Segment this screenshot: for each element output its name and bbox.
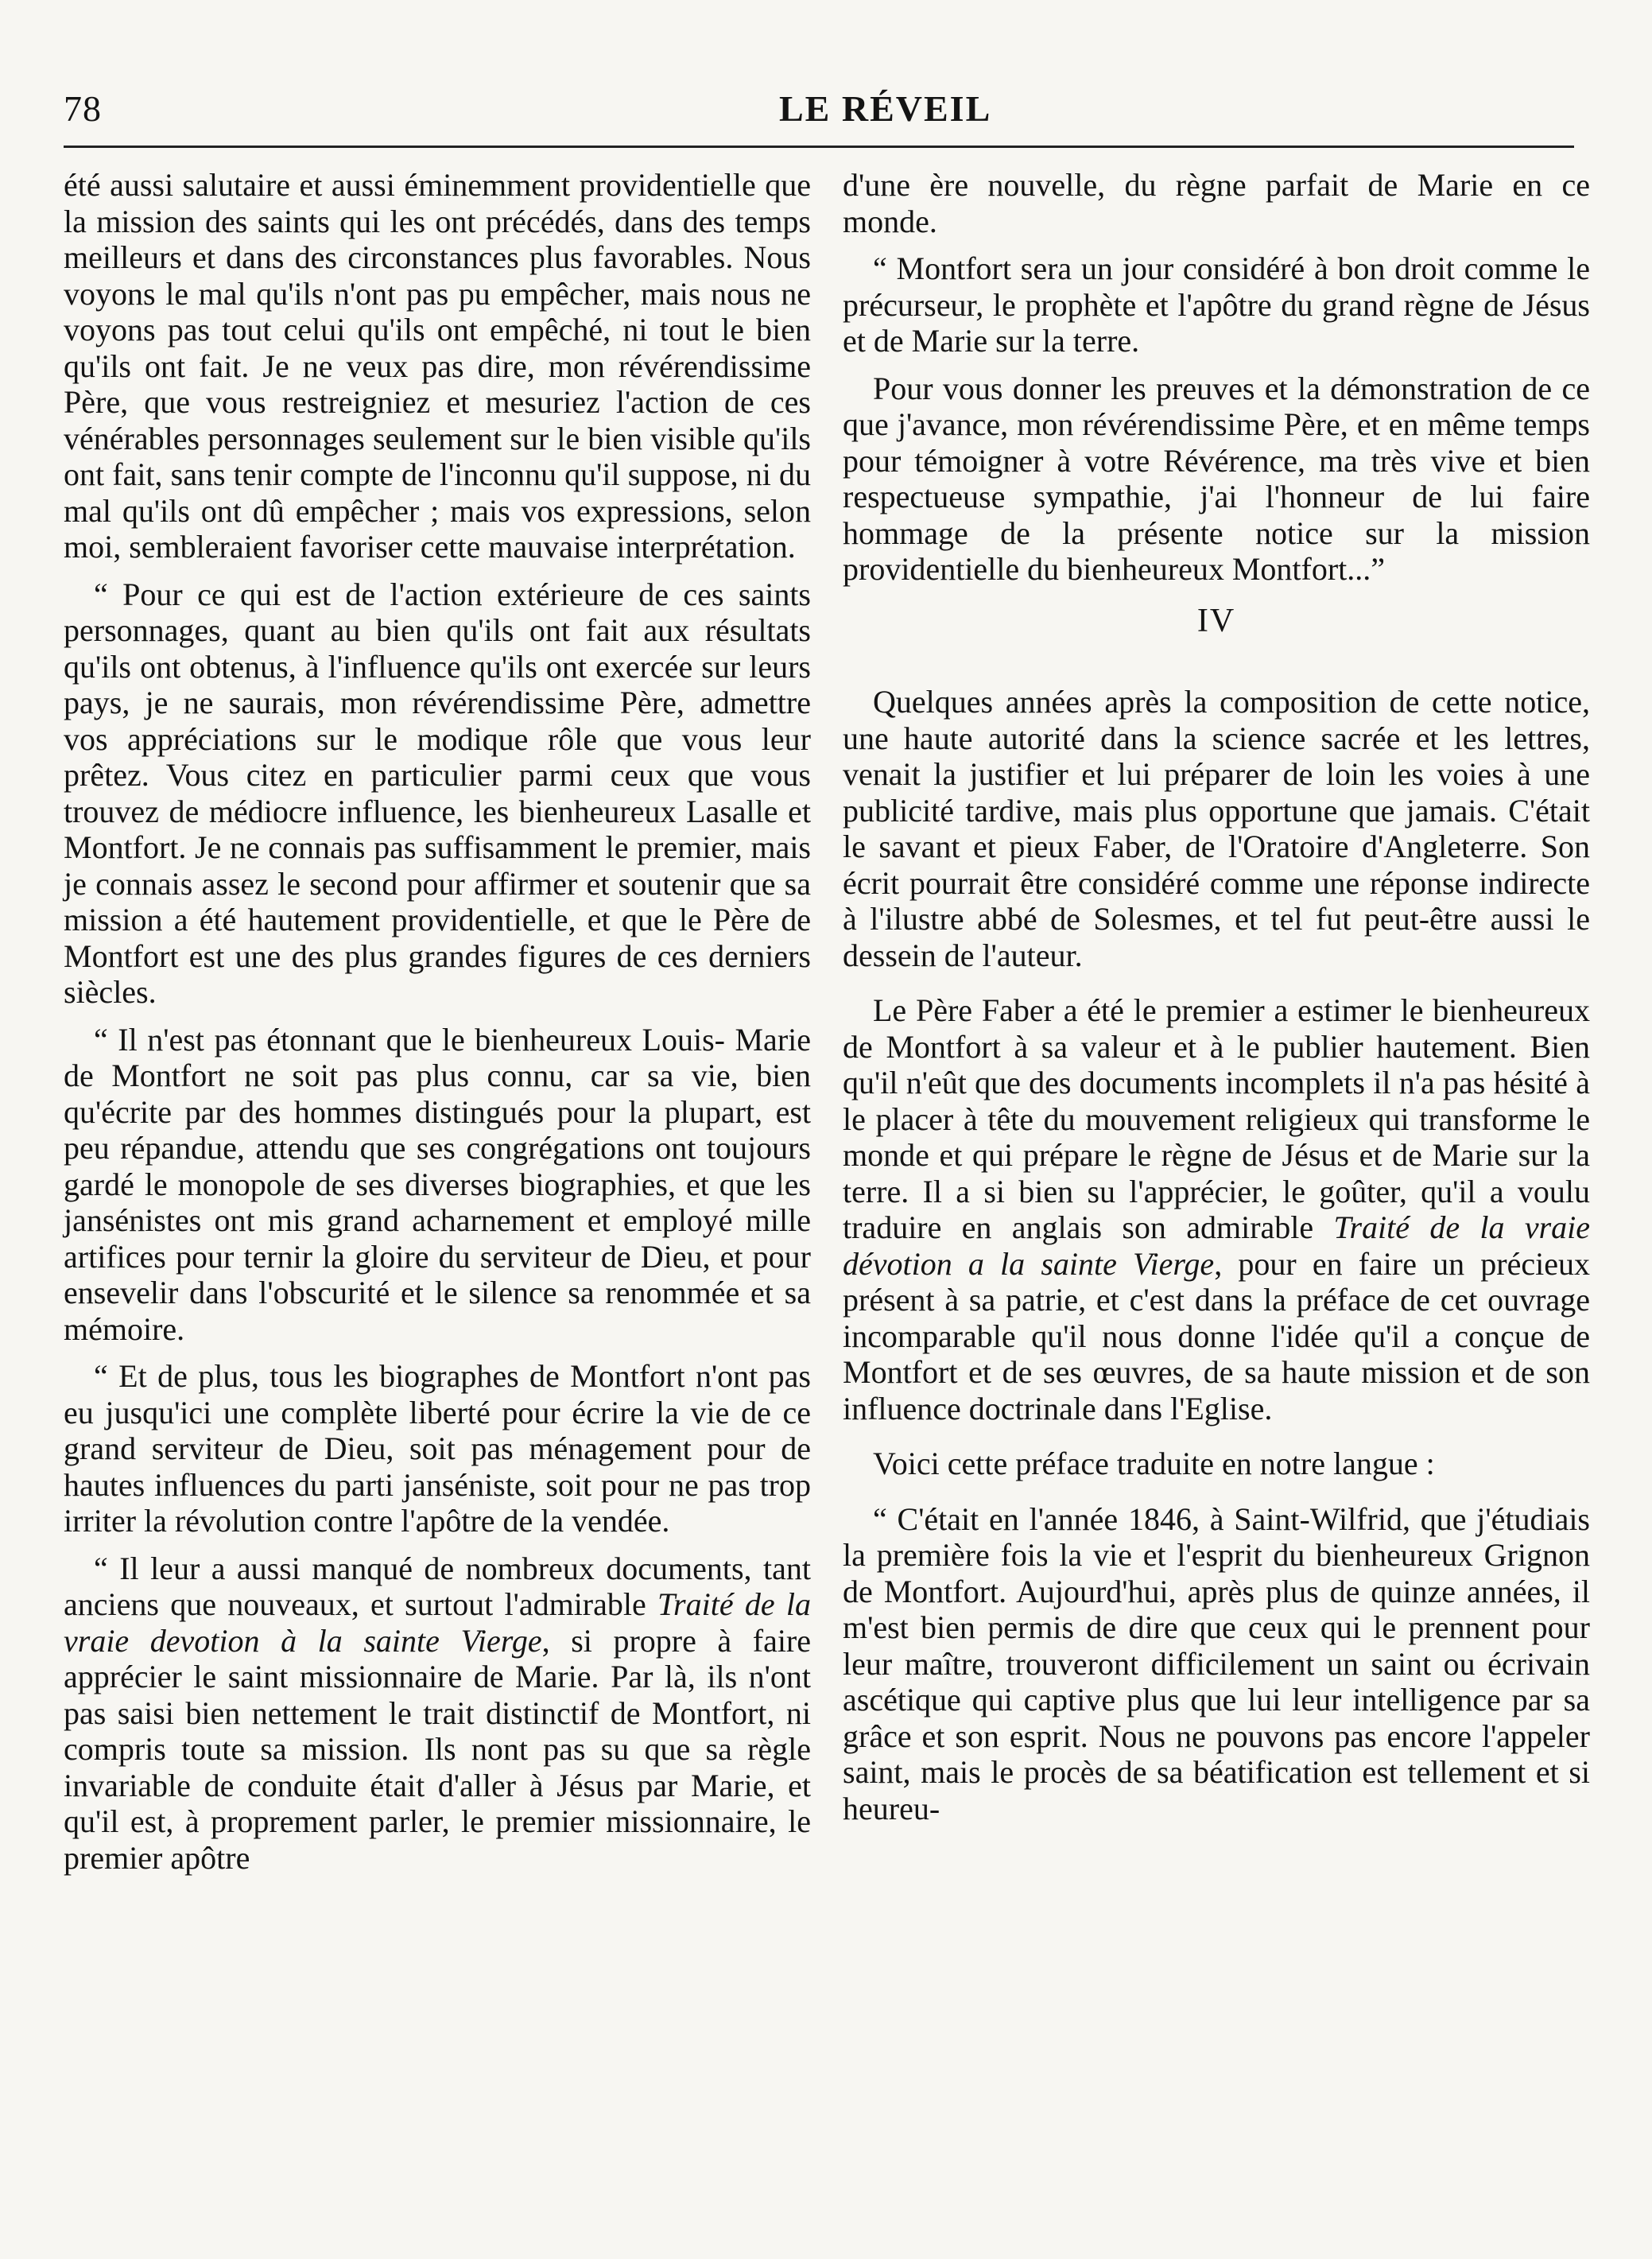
paragraph: “ Montfort sera un jour considéré à bon droit comme le précurseur, le prophète et l'apôtre du grand règne de Jésus et de Marie sur la terre. xyxy=(843,250,1590,359)
paragraph: “ Il n'est pas étonnant que le bienheureux Louis- Marie de Montfort ne soit pas plus connu, car sa vie, bien qu'écrite par des hommes distingués pour la plupart, est peu répandue, attendu que ses congrégations ont toujours gardé le monopole de ses diverses biographies, et que les jansénistes ont mis grand acharnement et employé mille artifices pour ternir la gloire du serviteur de Dieu, et pour ensevelir dans l'obscurité et le silence sa renommée et sa mémoire. xyxy=(64,1021,811,1347)
paragraph-text: “ Il leur a aussi manqué de nombreux documents, tant anciens que nouveaux, et surtout l'admirable xyxy=(64,1550,811,1622)
left-column xyxy=(64,167,811,1887)
book-title: Traité de la vraie dévotion a la sainte Vierge xyxy=(843,1209,1591,1282)
page-number: 78 xyxy=(64,88,102,129)
paragraph: Quelques années après la composition de cette notice, une haute autorité dans la science sacrée et les lettres, venait la justifier et lui préparer de loin les voies à une publicité tardive, mais plus opportune que jamais. C'était le savant et pieux Faber, de l'Oratoire d'Angleterre. Son écrit pourrait être considéré comme une réponse indirecte à l'ilustre abbé de Solesmes, et tel fut peut-être aussi le dessein de l'auteur. xyxy=(843,684,1590,973)
paragraph-text: Le Père Faber a été le premier a estimer le bienheureux de Montfort à sa valeur et à le publier hautement. Bien qu'il n'eût que des documents incomplets il n'a pas hésité à le placer à tête du mouvement religieux qui transforme le monde et qui prépare le règne de Jésus et de Marie sur la terre. Il a si bien su l'apprécier, le goûter, qu'il a voulu traduire en anglais son admirable xyxy=(843,992,1590,1245)
paragraph-text: , pour en faire un précieux présent à sa patrie, et c'est dans la préface de cet ouvrage incomparable qu'il nous donne l'idée qu'il a conçue de Montfort et de ses œuvres, de sa haute mission et de son influence doctrinale dans l'Eglise. xyxy=(843,1245,1590,1426)
paragraph: été aussi salutaire et aussi éminemment providentielle que la mission des saints qui les ont précédés, dans des temps meilleurs et dans des circonstances plus favorables. Nous voyons le mal qu'ils n'ont pas pu empêcher, mais nous ne voyons pas tout celui qu'ils ont empêché, ni tout le bien qu'ils ont fait. Je ne veux pas dire, mon révérendissime Père, que vous restreigniez et mesuriez l'action de ces vénérables personnages seulement sur le bien visible qu'ils ont fait, sans tenir compte de l'inconnu qu'il suppose, ni du mal qu'ils ont dû empêcher ; mais vos expressions, selon moi, sembleraient favoriser cette mauvaise interprétation. xyxy=(64,167,811,565)
paragraph xyxy=(64,1551,811,1877)
paragraph-text: , si propre à faire apprécier le saint missionnaire de Marie. Par là, ils n'ont pas saisi bien nettement le trait distinctif de Montfort, ni compris toute sa mission. Ils nont pas su que sa règle invariable de conduite était d'aller à Jésus par Marie, et qu'il est, à proprement parler, le premier missionnaire, le premier apôtre xyxy=(64,1622,812,1876)
paragraph: “ Et de plus, tous les biographes de Montfort n'ont pas eu jusqu'ici une complète liberté pour écrire la vie de ce grand serviteur de Dieu, soit pas ménagement pour de hautes influences du parti janséniste, soit pour ne pas trop irriter la révolution contre l'apôtre de la vendée. xyxy=(64,1358,811,1539)
running-title: LE RÉVEIL xyxy=(779,88,992,129)
paragraph: d'une ère nouvelle, du règne parfait de Marie en ce monde. xyxy=(843,167,1590,239)
paragraph xyxy=(843,992,1590,1426)
paragraph: Pour vous donner les preuves et la démonstration de ce que j'avance, mon révérendissime Père, et en même temps pour témoigner à votre Révérence, ma très vive et bien respectueuse sympathie, j'ai l'honneur de lui faire hommage de la présente notice sur la mission providentielle du bienheureux Montfort...” xyxy=(843,370,1590,587)
book-title: Traité de la vraie devotion à la sainte Vierge xyxy=(64,1586,811,1659)
paragraph: “ Pour ce qui est de l'action extérieure de ces saints personnages, quant au bien qu'ils ont fait aux résultats qu'ils ont obtenus, à l'influence qu'ils ont exercée sur leurs pays, je ne saurais, mon révérendissime Père, admettre vos appréciations sur le modique rôle que vous leur prêtez. Vous citez en particulier parmi ceux que vous trouvez de médiocre influence, les bienheureux Lasalle et Montfort. Je ne connais pas suffisamment le premier, mais je connais assez le second pour affirmer et soutenir que sa mission a été hautement providentielle, et que le Père de Montfort est une des plus grandes figures de ces derniers siècles. xyxy=(64,576,811,1010)
paragraph: “ C'était en l'année 1846, à Saint-Wilfrid, que j'étudiais la première fois la vie et l'esprit du bienheureux Grignon de Montfort. Aujourd'hui, après plus de quinze années, il m'est bien permis de dire que ceux qui le prennent pour leur maître, trouveront difficilement un saint ou écrivain ascétique qui captive plus que lui leur intelligence par sa grâce et son esprit. Nous ne pouvons pas encore l'appeler saint, mais le procès de sa béatification est tellement et si heureu- xyxy=(843,1500,1590,1826)
page-header xyxy=(64,80,1574,143)
right-column xyxy=(843,167,1590,1838)
section-heading: IV xyxy=(1196,602,1236,639)
header-rule xyxy=(64,146,1574,148)
paragraph: Voici cette préface traduite en notre langue : xyxy=(873,1446,1435,1481)
